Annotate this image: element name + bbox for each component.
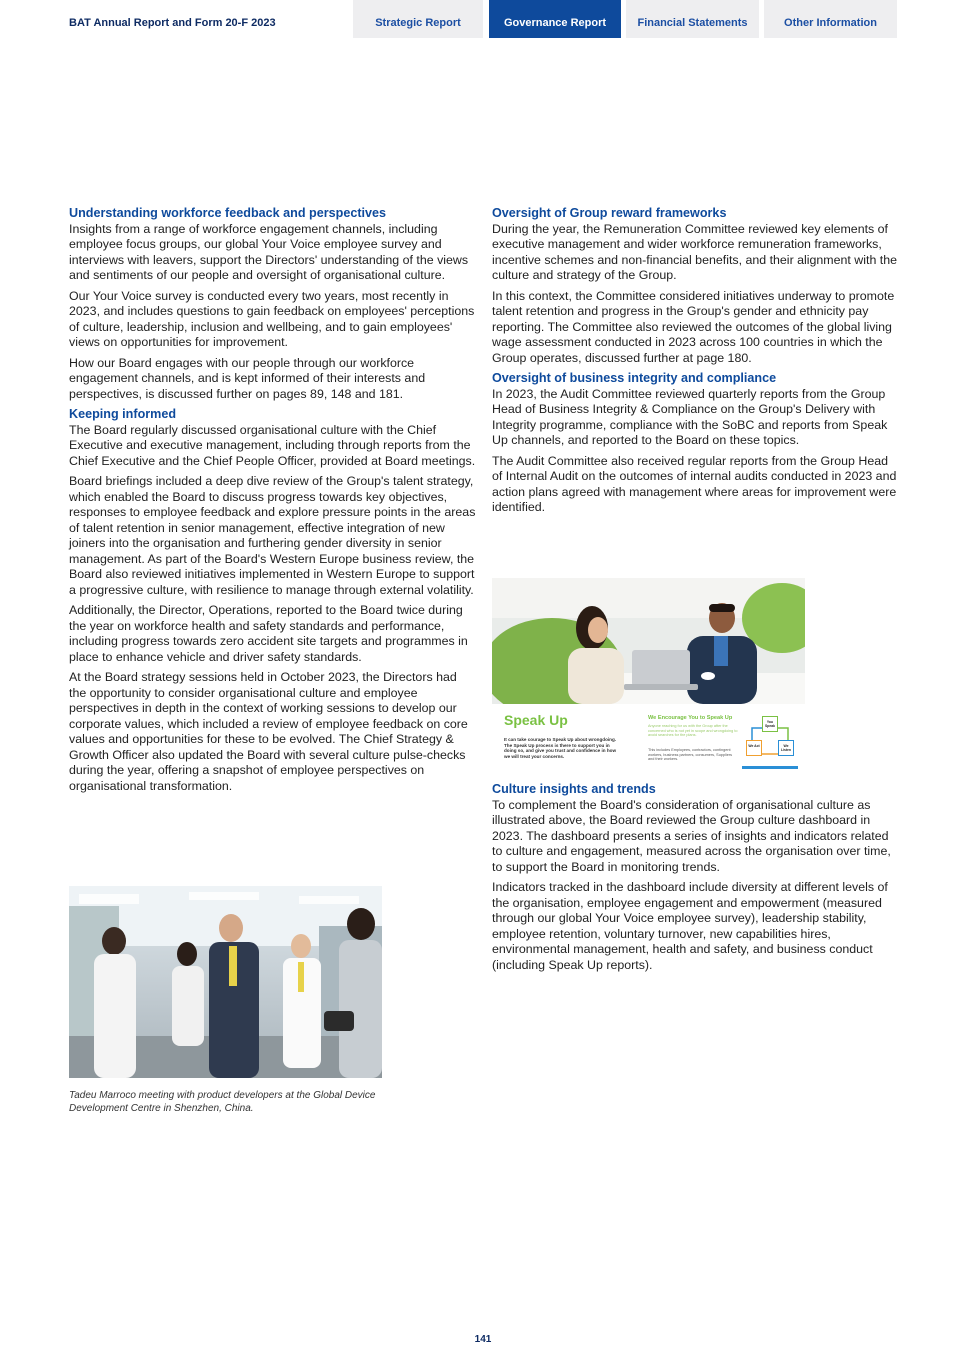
paragraph: Insights from a range of workforce engagement channels, including employee focus groups, our global Your Voice employee survey and interviews with leavers, support the Directors' understanding of the views and sentiments of our people and oversight of organisational culture. <box>69 221 469 282</box>
paragraph: In 2023, the Audit Committee reviewed quarterly reports from the Group Head of Business Integrity & Compliance on the Group's Delivery with Integrity programme, compliance with the SoBC and reports from Speak Up channels, and reported to the Board on these topics. <box>492 386 888 447</box>
section-heading-business-integrity: Oversight of business integrity and compliance <box>492 371 777 385</box>
speak-up-step-we-act: We Act <box>746 740 762 756</box>
section-heading-culture-insights: Culture insights and trends <box>492 782 656 796</box>
paragraph: Indicators tracked in the dashboard include diversity at different levels of the organisation, employee engagement and empowerment (measured through our global Your Voice employee survey), leadership stability, employee retention, voluntary turnover, new capabilities hires, environmental management, health and safety, and business conduct (including Speak Up reports). <box>492 880 888 972</box>
paragraph: Board briefings included a deep dive review of the Group's talent strategy, which enabled the Board to discuss progress towards key objectives, responses to employee feedback and explore pressure points in the areas of talent retention in senior management, effective integration of new joiners into the organisation and furthering gender diversity in senior management. As part of the Board's Western Europe business review, the Board also reviewed initiatives implemented in Western Europe to support a progressive culture, with resilience to manage through external volatility. <box>69 474 476 597</box>
paragraph: To complement the Board's consideration of organisational culture as illustrated above, the Board reviewed the Group culture dashboard in 2023. The dashboard presents a series of insights and indicators related to culture and engagement, measured across the organisation over time, to support the Board in monitoring trends. <box>492 797 891 874</box>
paragraph: During the year, the Remuneration Committee reviewed key elements of executive management and wider workforce remuneration frameworks, incentive schemes and non-financial benefits, and their alignment with the culture and strategy of the Group. <box>492 221 898 282</box>
paragraph: At the Board strategy sessions held in October 2023, the Directors had the opportunity to consider organisational culture and employee perspectives in depth in the context of working sessions to develop our corporate values, which included a review of employee feedback on core values and opportunities for these to be evolved. The Chief Strategy & Growth Officer also updated the Board with several culture pulse-checks during the year, offering a snapshot of employee perspectives on organisational transformation. <box>69 670 468 793</box>
top-navigation-bar <box>0 0 966 38</box>
tab-other-information[interactable]: Other Information <box>764 0 897 38</box>
speak-up-subheading: We Encourage You to Speak Up <box>648 715 733 721</box>
tab-strategic-report[interactable]: Strategic Report <box>353 0 483 38</box>
speak-up-note-2: This includes Employees, contractors, contingent workers, business partners, consumers, Suppliers and their workers. <box>648 748 732 762</box>
paragraph: The Audit Committee also received regular reports from the Group Head of Internal Audit on the outcomes of internal audits conducted in 2023 and action plans agreed with management where areas for improvement were identified. <box>492 453 897 514</box>
speak-up-body: It can take courage to Speak Up about wrongdoing. The Speak Up process is there to support you in doing so, and give you trust and confidence in how we will treat your concerns. <box>504 737 617 759</box>
page-number: 141 <box>474 1334 492 1345</box>
left-column <box>69 206 477 799</box>
photo-speak-up-meeting <box>492 578 805 704</box>
photo-lab-meeting <box>69 886 382 1078</box>
photo-caption: Tadeu Marroco meeting with product developers at the Global Device Development Centre in Shenzhen, China. <box>69 1090 376 1114</box>
speak-up-step-you-speak: You Speak <box>762 716 778 732</box>
speak-up-note: Anyone reaching for us with the Group after the concerned who is not yet in scope and wrongdoing to avoid searches for the plans. <box>648 724 738 738</box>
speak-up-step-we-listen: We Listen <box>778 740 794 756</box>
right-column-top <box>492 206 900 521</box>
tab-governance-report[interactable]: Governance Report <box>489 0 621 38</box>
paragraph: The Board regularly discussed organisational culture with the Chief Executive and executive management, including through reports from the Chief Executive and the Chief People Officer, provided at Board meetings. <box>69 422 476 468</box>
section-heading-keeping-informed: Keeping informed <box>69 407 177 421</box>
photo-speak-up-illustration <box>492 578 805 704</box>
photo-lab-meeting-illustration <box>69 886 382 1078</box>
paragraph: How our Board engages with our people through our workforce engagement channels, and is kept informed of their interests and perspectives, is discussed further on pages 89, 148 and 181. <box>69 355 426 401</box>
right-column-bottom <box>492 782 900 978</box>
paragraph: In this context, the Committee considered initiatives underway to promote talent retention and progress in the Group's gender and ethnicity pay reporting. The Committee also reviewed the outcomes of the global living wage assessment conducted in 2023 across 100 countries in which the Group operates, discussed further at page 180. <box>492 288 895 365</box>
section-heading-reward-frameworks: Oversight of Group reward frameworks <box>492 206 727 220</box>
speak-up-title: Speak Up <box>504 712 568 728</box>
section-heading-workforce-feedback: Understanding workforce feedback and perspectives <box>69 206 387 220</box>
speak-up-panel <box>492 704 805 776</box>
document-title: BAT Annual Report and Form 20-F 2023 <box>69 17 276 29</box>
paragraph: Additionally, the Director, Operations, reported to the Board twice during the year on workforce health and safety standards and performance, including progress towards zero accident site targets and programmes in place to enhance vehicle and driver safety standards. <box>69 603 468 664</box>
tab-financial-statements[interactable]: Financial Statements <box>626 0 759 38</box>
paragraph: Our Your Voice survey is conducted every two years, most recently in 2023, and includes questions to gain feedback on employees' perceptions of culture, leadership, inclusion and wellbeing, and to gain employees' views on opportunities for improvement. <box>69 288 475 349</box>
